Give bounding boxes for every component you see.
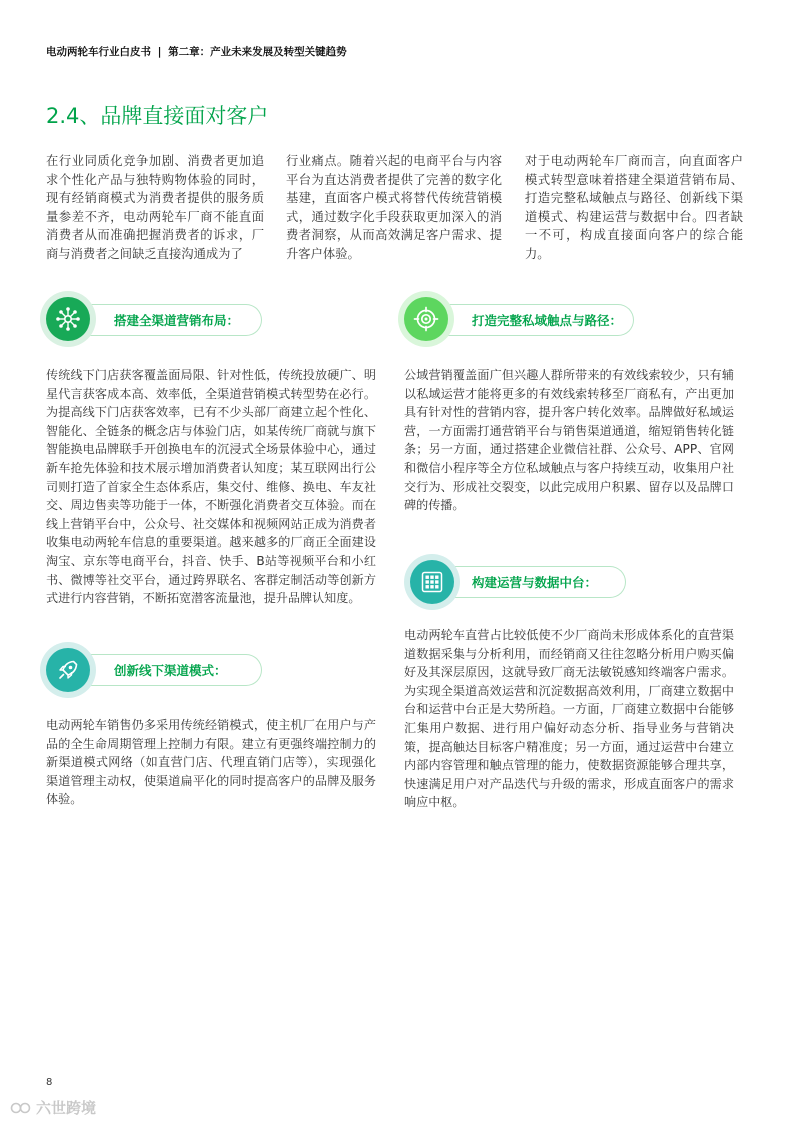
private-domain-label: 打造完整私域触点与路径： [472,313,623,328]
rocket-icon [46,648,90,692]
target-icon [404,297,448,341]
doc-title: 电动两轮车行业白皮书 [46,46,151,58]
section-title: 2.4、品牌直接面对客户 [46,104,269,128]
offline-channel-text: 电动两轮车销售仍多采用传统经销模式，使主机厂在用户与产品的全生命周期管理上控制力有限。建立有更强终端控制力的新渠道模式网络（如直营门店、代理直销门店等），实现强化渠道管理主动权，使渠道扁平化的同时提高客户的品牌及服务体验。 [46,718,376,807]
watermark-logo-icon [10,1101,32,1115]
chapter-title: 第二章：产业未来发展及转型关键趋势 [168,46,347,58]
omni-channel-heading [62,304,262,336]
running-header [46,44,347,59]
watermark-text: 六世跨境 [36,1099,97,1117]
intro-column-3: 对于电动两轮车厂商而言，向直面客户模式转型意味着搭建全渠道营销布局、打造完整私域触点与路径、创新线下渠道模式、构建运营与数据中台。四者缺一不可，构成直接面向客户的综合能力。 [525,154,743,261]
offline-channel-label: 创新线下渠道模式： [114,663,227,678]
intro-column-2: 行业痛点。随着兴起的电商平台与内容平台为直达消费者提供了完善的数字化基建，直面客户模式将替代传统营销模式，通过数字化手段获取更加深入的消费者洞察，从而高效满足客户需求、提升客户体验。 [286,154,502,261]
intro-column-1: 在行业同质化竞争加剧、消费者更加追求个性化产品与独特购物体验的同时，现有经销商模式为消费者提供的服务质量参差不齐，电动两轮车厂商不能直面消费者从而准确把握消费者的诉求，厂商与消费者之间缺乏直接沟通成为了 [46,154,264,261]
omni-channel-label: 搭建全渠道营销布局： [114,313,240,328]
header-separator: | [157,46,162,58]
network-icon [46,297,90,341]
data-platform-text: 电动两轮车直营占比较低使不少厂商尚未形成体系化的直营渠道数据采集与分析利用，而经销商又往往忽略分析用户购买偏好及其深层原因，这就导致厂商无法敏锐感知终端客户需求。为实现全渠道高效运营和沉淀数据高效利用，厂商建立数据中台和运营中台正是大势所趋。一方面，厂商建立数据中台能够汇集用户数据、进行用户偏好动态分析、指导业务与营销决策，提高触达目标客户精准度；另一方面，通过运营中台建立内部内容管理和触点管理的能力，使数据资源能够合理共享，快速满足用户对产品迭代与升级的需求，形成直面客户的需求响应中枢。 [404,628,734,810]
watermark [10,1097,96,1118]
omni-channel-text: 传统线下门店获客覆盖面局限、针对性低，传统投放硬广、明星代言获客成本高、效率低，全渠道营销模式转型势在必行。为提高线下门店获客效率，已有不少头部厂商建立起个性化、智能化、全链条的概念店与体验门店，如某传统厂商就与旗下智能换电品牌联手开创换电车的沉浸式全场景体验中心，通过新车抢先体验和技术展示增加消费者认知度；某互联网出行公司则打造了首家全生态体系店，集交付、维修、换电、车友社交、周边售卖等功能于一体，不断强化消费者交互体验。而在线上营销平台中，公众号、社交媒体和视频网站正成为消费者收集电动两轮车信息的重要渠道。越来越多的厂商正全面建设淘宝、京东等电商平台，抖音、快手、B站等视频平台和小红书、微博等社交平台，通过跨界联名、客群定制活动等创新方式进行内容营销，不断拓宽潜客流量池，提升品牌认知度。 [46,368,376,606]
grid-icon [410,560,454,604]
data-platform-label: 构建运营与数据中台： [472,575,598,590]
private-domain-text: 公域营销覆盖面广但兴趣人群所带来的有效线索较少，只有辅以私域运营才能将更多的有效线索转移至厂商私有，产出更加具有针对性的营销内容，提升客户转化效率。品牌做好私域运营，一方面需打通营销平台与销售渠道通道，缩短销售转化链条；另一方面，通过搭建企业微信社群、公众号、APP、官网和微信小程序等全方位私域触点与客户持续互动，收集用户社交行为、形成社交裂变，以此完成用户积累、留存以及品牌口碑的传播。 [404,368,734,513]
page-number: 8 [46,1077,53,1088]
offline-channel-heading [62,654,262,686]
private-domain-heading [420,304,634,336]
